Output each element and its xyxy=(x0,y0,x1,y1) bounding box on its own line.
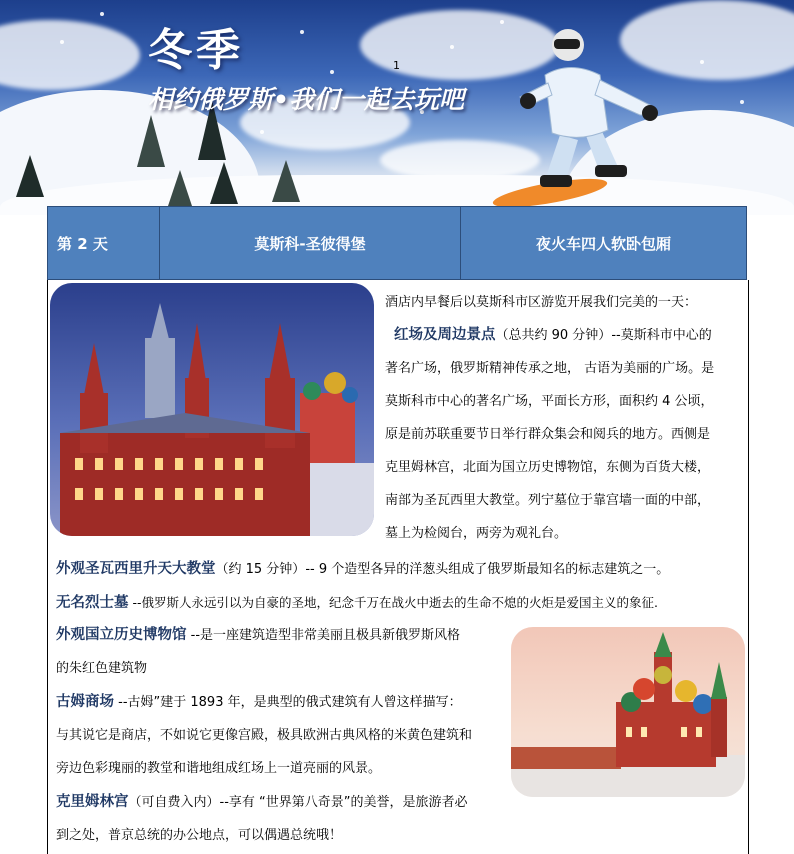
history-museum-line-2: 的朱红色建筑物 xyxy=(56,661,148,676)
kremlin-desc-1: --享有 “世界第八奇景”的美誉，是旅游者必 xyxy=(219,795,468,810)
banner-title: 冬季 xyxy=(148,25,244,76)
gum-title: 古姆商场 xyxy=(56,694,114,710)
basil-cathedral-desc: -- 9 个造型各异的洋葱头组成了俄罗斯最知名的标志建筑之一。 xyxy=(305,562,670,577)
st-basils-cathedral-photo xyxy=(511,627,745,797)
basil-cathedral-duration: （约 15 分钟） xyxy=(215,562,306,577)
unknown-soldier-desc: --俄罗斯人永远引以为自豪的圣地，纪念千万在战火中逝去的生命不熄的火炬是爱国主义的象征. xyxy=(128,595,658,610)
gum-line-1 xyxy=(56,686,462,719)
red-square-line-1 xyxy=(394,319,712,352)
red-square-line-6: 南部为圣瓦西里大教堂。列宁墓位于靠宫墙一面的中部， xyxy=(385,493,711,508)
kremlin-note: （可自费入内） xyxy=(128,795,220,810)
red-square-line-3: 莫斯科市中心的著名广场，平面长方形，面积约 4 公顷， xyxy=(385,394,714,409)
red-square-line-1-tail: --莫斯科市中心的 xyxy=(611,328,712,343)
gum-line-3: 旁边色彩瑰丽的教堂和谐地组成红场上一道亮丽的风景。 xyxy=(56,761,382,776)
history-museum-title: 外观国立历史博物馆 xyxy=(56,627,187,643)
intro-line-1: 酒店内早餐后以莫斯科市区游览开展我们完美的一天： xyxy=(385,295,698,310)
basil-cathedral-title: 外观圣瓦西里升天大教堂 xyxy=(56,561,216,577)
history-museum-desc-1: --是一座建筑造型非常美丽且极具新俄罗斯风格 xyxy=(186,628,461,643)
red-square-title: 红场及周边景点 xyxy=(394,327,496,343)
banner-subtitle: 相约俄罗斯•我们一起去玩吧 xyxy=(148,85,464,114)
gum-desc-1: --古姆”建于 1893 年，是典型的俄式建筑有人曾这样描写： xyxy=(114,695,462,710)
kremlin-line-2: 到之处，普京总统的办公地点，可以偶遇总统哦！ xyxy=(56,828,343,843)
red-square-line-7: 墓上为检阅台，两旁为观礼台。 xyxy=(385,526,568,541)
red-square-line-4: 原是前苏联重要节日举行群众集会和阅兵的地方。西侧是 xyxy=(385,427,711,442)
day-cell: 第 2 天 xyxy=(48,207,160,280)
red-square-line-5: 克里姆林宫，北面为国立历史博物馆，东侧为百货大楼， xyxy=(385,460,711,475)
lodging-cell: 夜火车四人软卧包厢 xyxy=(461,207,747,280)
page-number: 1 xyxy=(393,59,400,72)
red-square-duration: （总共约 90 分钟） xyxy=(495,328,612,343)
itinerary-header-table xyxy=(47,206,747,280)
route-cell: 莫斯科-圣彼得堡 xyxy=(160,207,461,280)
red-square-line-2: 著名广场，俄罗斯精神传承之地， 古语为美丽的广场。是 xyxy=(385,361,715,376)
moscow-kremlin-night-photo xyxy=(50,283,374,536)
gum-line-2: 与其说它是商店，不如说它更像宫殿，极具欧洲古典风格的米黄色建筑和 xyxy=(56,728,473,743)
kremlin-line-1 xyxy=(56,786,468,819)
winter-banner xyxy=(0,0,794,215)
history-museum-line-1 xyxy=(56,619,460,652)
unknown-soldier-title: 无名烈士墓 xyxy=(56,595,129,611)
skier-on-snowboard-icon xyxy=(490,15,670,210)
kremlin-title: 克里姆林宫 xyxy=(56,794,129,810)
unknown-soldier-line xyxy=(56,586,658,620)
basil-cathedral-line xyxy=(56,553,669,586)
